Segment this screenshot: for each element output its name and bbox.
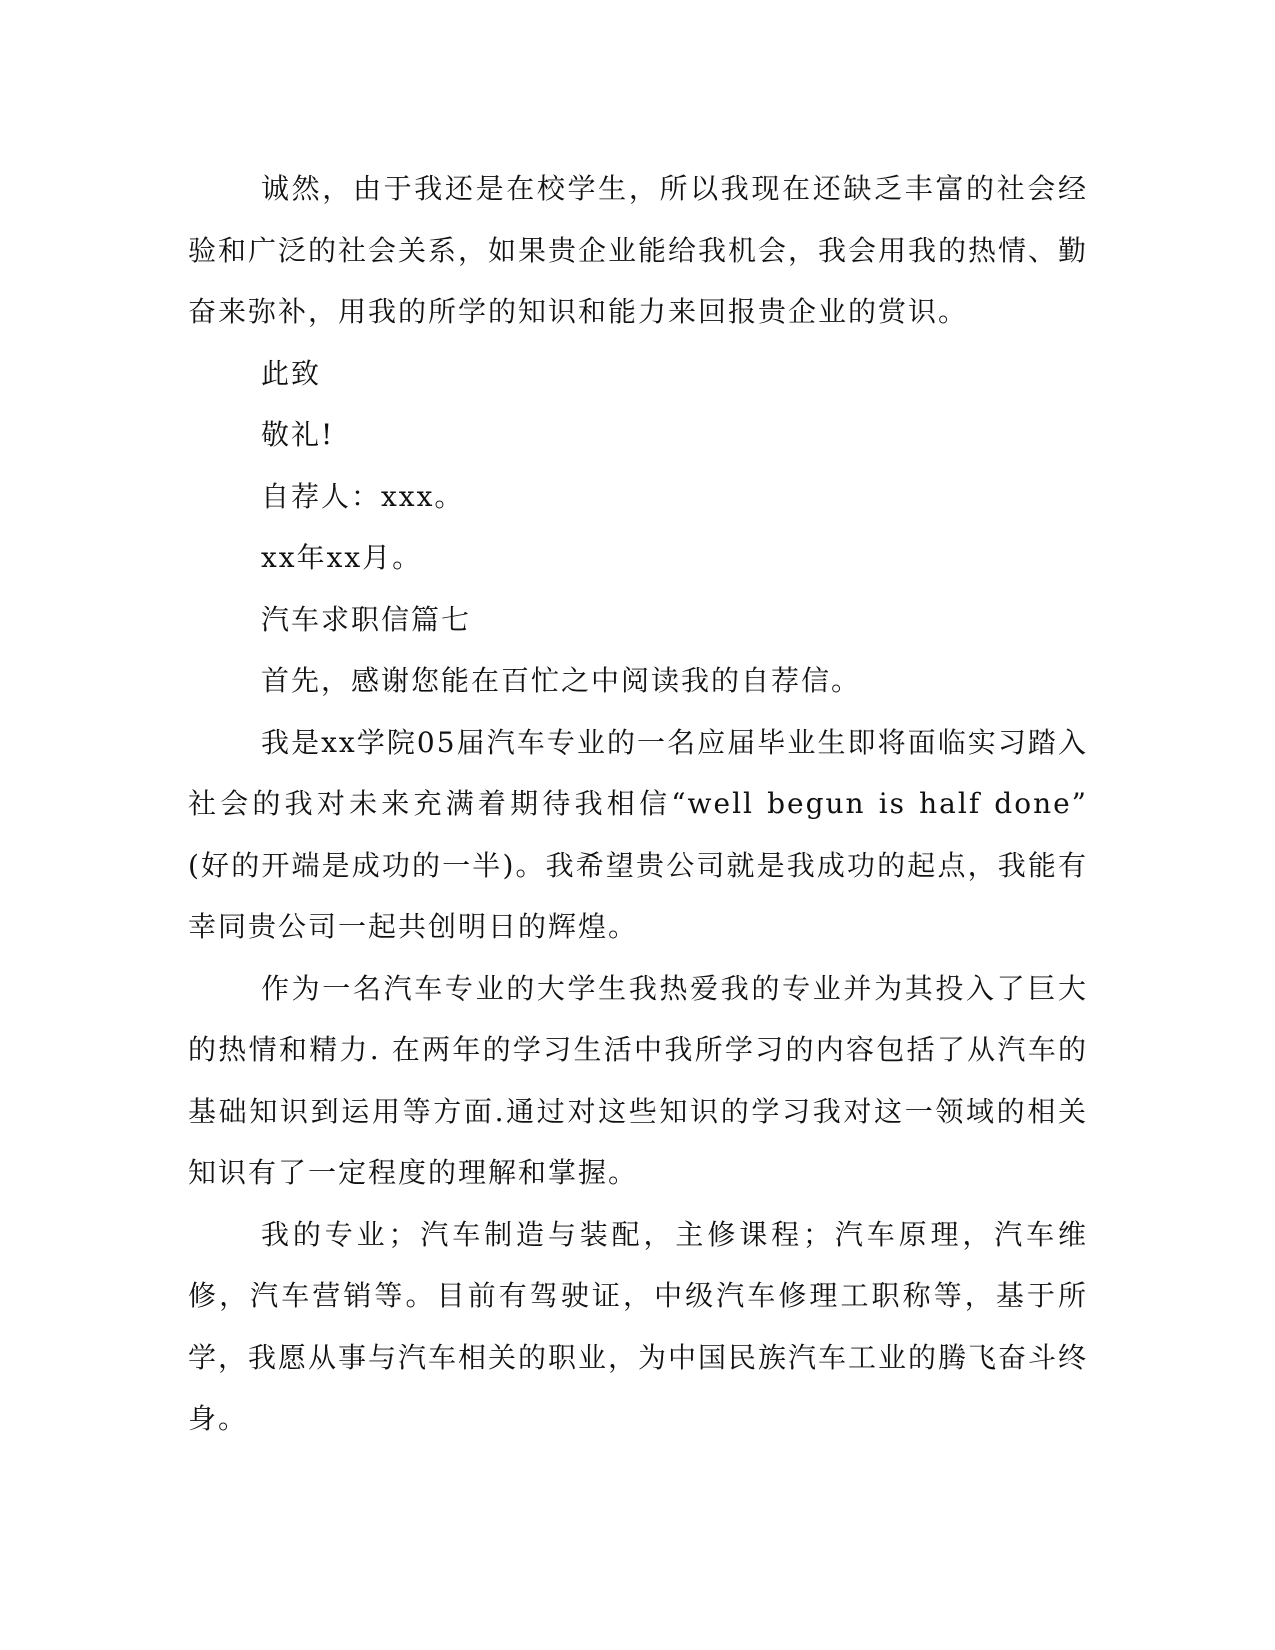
- paragraph-major: 我的专业；汽车制造与装配，主修课程；汽车原理，汽车维修，汽车营销等。目前有驾驶证，中级汽车修理工职称等，基于所学，我愿从事与汽车相关的职业，为中国民族汽车工业的腾飞奋斗终身。: [188, 1217, 1089, 1435]
- salutation-jingli: 敬礼!: [261, 418, 335, 451]
- section-heading: 汽车求职信篇七: [261, 602, 472, 636]
- paragraph-introduction: 我是xx学院05届汽车专业的一名应届毕业生即将面临实习踏入社会的我对未来充满着期待我相信“well begun is half done” (好的开端是成功的一半)。我希望贵公司就是我成功的起点，我能有幸同贵公司一起共创明日的辉煌。: [188, 725, 1088, 943]
- date-line: xx年xx月。: [261, 541, 423, 574]
- paragraph-intro-closing: 诚然，由于我还是在校学生，所以我现在还缺乏丰富的社会经验和广泛的社会关系，如果贵企业能给我机会，我会用我的热情、勤奋来弥补，用我的所学的知识和能力来回报贵企业的赏识。: [188, 172, 1089, 328]
- paragraph-thanks: 首先，感谢您能在百忙之中阅读我的自荐信。: [261, 664, 862, 697]
- signature-line: 自荐人：xxx。: [261, 479, 465, 513]
- paragraph-study: 作为一名汽车专业的大学生我热爱我的专业并为其投入了巨大的热情和精力. 在两年的学习生活中我所学习的内容包括了从汽车的基础知识到运用等方面.通过对这些知识的学习我对这一领域的相关知识有了一定程度的理解和掌握。: [188, 971, 1088, 1189]
- salutation-cizhi: 此致: [261, 356, 322, 390]
- document-body: [188, 158, 1088, 1450]
